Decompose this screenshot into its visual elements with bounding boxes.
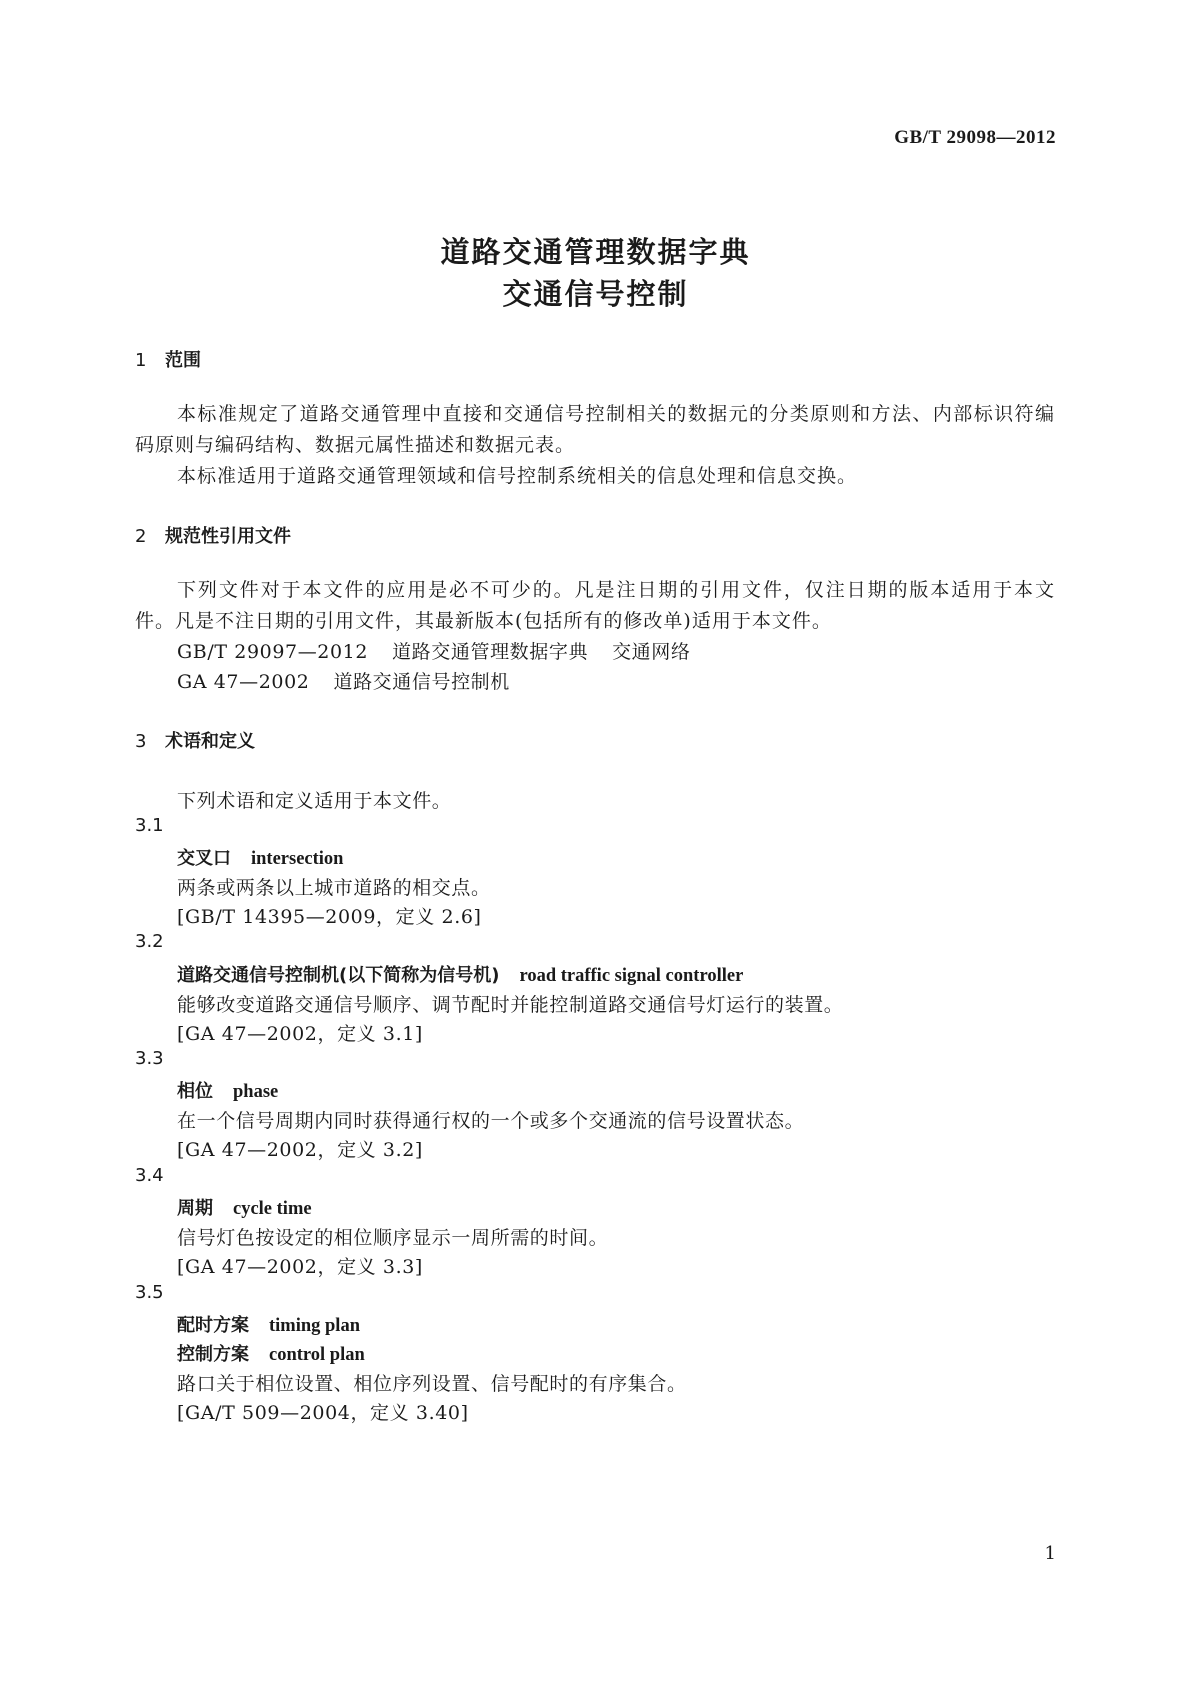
term-entry (177, 1077, 278, 1103)
section-2-heading (135, 522, 291, 548)
term-entry (177, 961, 743, 987)
reference-title: 道路交通管理数据字典 (392, 641, 589, 663)
document-title: 道路交通管理数据字典 (440, 235, 751, 269)
term-zh: 配时方案 (177, 1315, 249, 1336)
paragraph: 本标准规定了道路交通管理中直接和交通信号控制相关的数据元的分类原则和方法、内部标识符编码原则与编码结构、数据元属性描述和数据元表。 (135, 403, 1055, 456)
term-definition: 两条或两条以上城市道路的相交点。 (177, 877, 491, 899)
page-number: 1 (1044, 1543, 1056, 1564)
section-title: 范围 (165, 350, 201, 371)
term-definition: 在一个信号周期内同时获得通行权的一个或多个交通流的信号设置状态。 (177, 1110, 805, 1132)
term-definition: 路口关于相位设置、相位序列设置、信号配时的有序集合。 (177, 1373, 687, 1395)
term-source: [GA 47—2002，定义 3.3] (177, 1256, 423, 1278)
normative-reference (177, 667, 510, 694)
term-zh: 周期 (177, 1198, 213, 1219)
section-title: 规范性引用文件 (165, 526, 291, 547)
term-en: intersection (251, 849, 344, 869)
term-source: [GB/T 14395—2009，定义 2.6] (177, 906, 482, 928)
term-zh: 相位 (177, 1081, 213, 1102)
section-3-heading (135, 727, 255, 753)
term-en: phase (233, 1082, 279, 1102)
term-source: [GA/T 509—2004，定义 3.40] (177, 1402, 469, 1424)
normative-reference (177, 637, 690, 664)
term-entry (177, 1311, 360, 1337)
term-en: cycle time (233, 1199, 312, 1219)
paragraph: 本标准适用于道路交通管理领域和信号控制系统相关的信息处理和信息交换。 (177, 465, 858, 487)
term-en: road traffic signal controller (519, 966, 744, 986)
document-subtitle: 交通信号控制 (502, 277, 689, 311)
term-entry-admitted (177, 1340, 365, 1366)
term-zh: 控制方案 (177, 1344, 249, 1365)
paragraph: 下列文件对于本文件的应用是必不可少的。凡是注日期的引用文件，仅注日期的版本适用于本文件。凡是不注日期的引用文件，其最新版本(包括所有的修改单)适用于本文件。 (135, 579, 1055, 632)
term-definition: 信号灯色按设定的相位顺序显示一周所需的时间。 (177, 1227, 609, 1249)
term-zh: 交叉口 (177, 848, 231, 869)
term-source: [GA 47—2002，定义 3.2] (177, 1139, 423, 1161)
clause-number: 3.4 (135, 1165, 164, 1186)
section-number: 3 (135, 731, 147, 752)
reference-title: 道路交通信号控制机 (333, 671, 510, 693)
section-number: 2 (135, 526, 147, 547)
term-en: timing plan (269, 1316, 360, 1336)
clause-number: 3.5 (135, 1282, 164, 1303)
term-definition: 能够改变道路交通信号顺序、调节配时并能控制道路交通信号灯运行的装置。 (177, 994, 844, 1016)
term-zh: 道路交通信号控制机(以下简称为信号机) (177, 965, 500, 986)
standard-code: GB/T 29098—2012 (894, 127, 1056, 148)
term-entry (177, 1194, 312, 1220)
section-title: 术语和定义 (165, 731, 255, 752)
reference-code: GB/T 29097—2012 (177, 641, 369, 663)
term-entry (177, 844, 343, 870)
reference-code: GA 47—2002 (177, 671, 310, 693)
term-source: [GA 47—2002，定义 3.1] (177, 1023, 423, 1045)
clause-number: 3.3 (135, 1048, 164, 1069)
clause-number: 3.1 (135, 815, 164, 836)
section-1-heading (135, 346, 201, 372)
section-intro: 下列术语和定义适用于本文件。 (177, 790, 452, 812)
reference-title-part: 交通网络 (612, 641, 691, 663)
clause-number: 3.2 (135, 931, 164, 952)
section-number: 1 (135, 350, 147, 371)
term-en: control plan (269, 1345, 365, 1365)
